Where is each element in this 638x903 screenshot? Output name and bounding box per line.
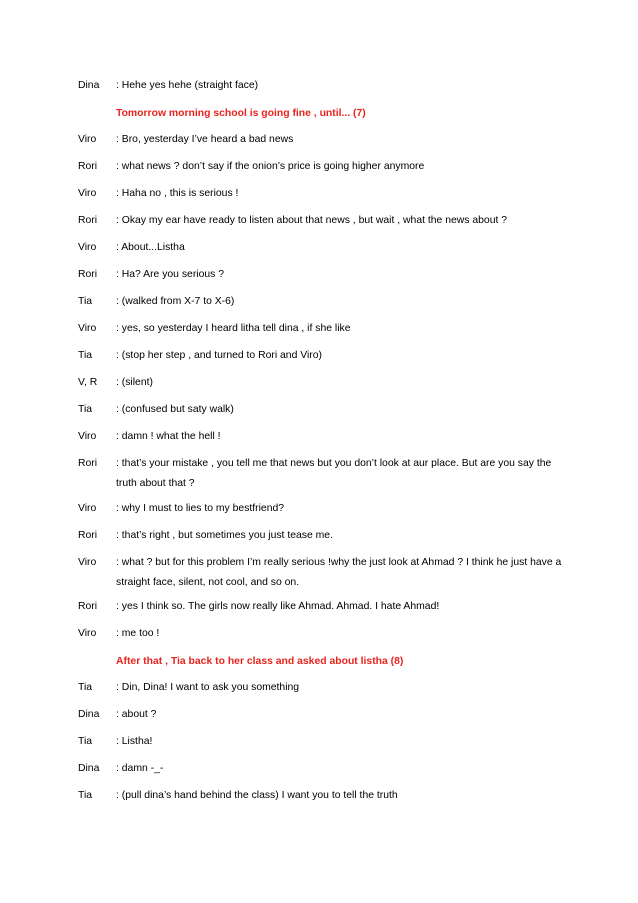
dialog-text: : Ha? Are you serious ? [116, 269, 225, 280]
dialog-text: : that’s your mistake , you tell me that news but you don’t look at aur place. But are you say the truth about that ? [116, 458, 552, 489]
dialog-text: : that’s right , but sometimes you just tease me. [116, 530, 333, 541]
dialog-text: : yes, so yesterday I heard litha tell dina , if she like [116, 323, 351, 334]
dialog-text: : what news ? don’t say if the onion’s price is going higher anymore [116, 161, 425, 172]
speaker-name: V, R [78, 377, 98, 388]
dialog-text: : about ? [116, 709, 157, 720]
speaker-name: Viro [78, 628, 97, 639]
scene-heading: Tomorrow morning school is going fine , until... (7) [116, 108, 366, 119]
speaker-name: Viro [78, 557, 97, 568]
dialog-text: : damn ! what the hell ! [116, 431, 221, 442]
speaker-name: Dina [78, 709, 100, 720]
dialog-text: : (pull dina’s hand behind the class) I want you to tell the truth [116, 790, 398, 801]
speaker-name: Tia [78, 404, 93, 415]
dialog-text: : (stop her step , and turned to Rori and Viro) [116, 350, 323, 361]
dialog-text: : me too ! [116, 628, 160, 639]
speaker-name: Rori [78, 161, 98, 172]
dialog-text: : (silent) [116, 377, 153, 388]
dialog-text: : Hehe yes hehe (straight face) [116, 80, 259, 91]
speaker-name: Viro [78, 134, 97, 145]
dialog-text: : yes I think so. The girls now really like Ahmad. Ahmad. I hate Ahmad! [116, 601, 440, 612]
speaker-name: Viro [78, 242, 97, 253]
speaker-name: Rori [78, 601, 98, 612]
scene-heading: After that , Tia back to her class and asked about listha (8) [116, 656, 404, 667]
dialog-text: : why I must to lies to my bestfriend? [116, 503, 285, 514]
speaker-name: Viro [78, 431, 97, 442]
dialog-text: : what ? but for this problem I’m really serious !why the just look at Ahmad ? I think he just have a straight face, silent, not cool, and so on. [116, 557, 562, 588]
dialog-text: : Listha! [116, 736, 153, 747]
speaker-name: Rori [78, 458, 98, 469]
speaker-name: Tia [78, 682, 93, 693]
speaker-name: Rori [78, 530, 98, 541]
dialog-text: : Din, Dina! I want to ask you something [116, 682, 300, 693]
speaker-name: Tia [78, 296, 93, 307]
speaker-name: Viro [78, 503, 97, 514]
dialog-text: : Okay my ear have ready to listen about that news , but wait , what the news about ? [116, 215, 508, 226]
dialog-text: : Haha no , this is serious ! [116, 188, 239, 199]
speaker-name: Tia [78, 790, 93, 801]
dialog-text: : Bro, yesterday I’ve heard a bad news [116, 134, 294, 145]
speaker-name: Tia [78, 736, 93, 747]
speaker-name: Tia [78, 350, 93, 361]
speaker-name: Dina [78, 763, 100, 774]
speaker-name: Rori [78, 215, 98, 226]
speaker-name: Viro [78, 323, 97, 334]
dialog-text: : (walked from X-7 to X-6) [116, 296, 235, 307]
dialog-text: : (confused but saty walk) [116, 404, 234, 415]
speaker-name: Dina [78, 80, 100, 91]
speaker-name: Rori [78, 269, 98, 280]
dialog-text: : About...Listha [116, 242, 185, 253]
dialog-text: : damn -_- [116, 763, 164, 774]
speaker-name: Viro [78, 188, 97, 199]
